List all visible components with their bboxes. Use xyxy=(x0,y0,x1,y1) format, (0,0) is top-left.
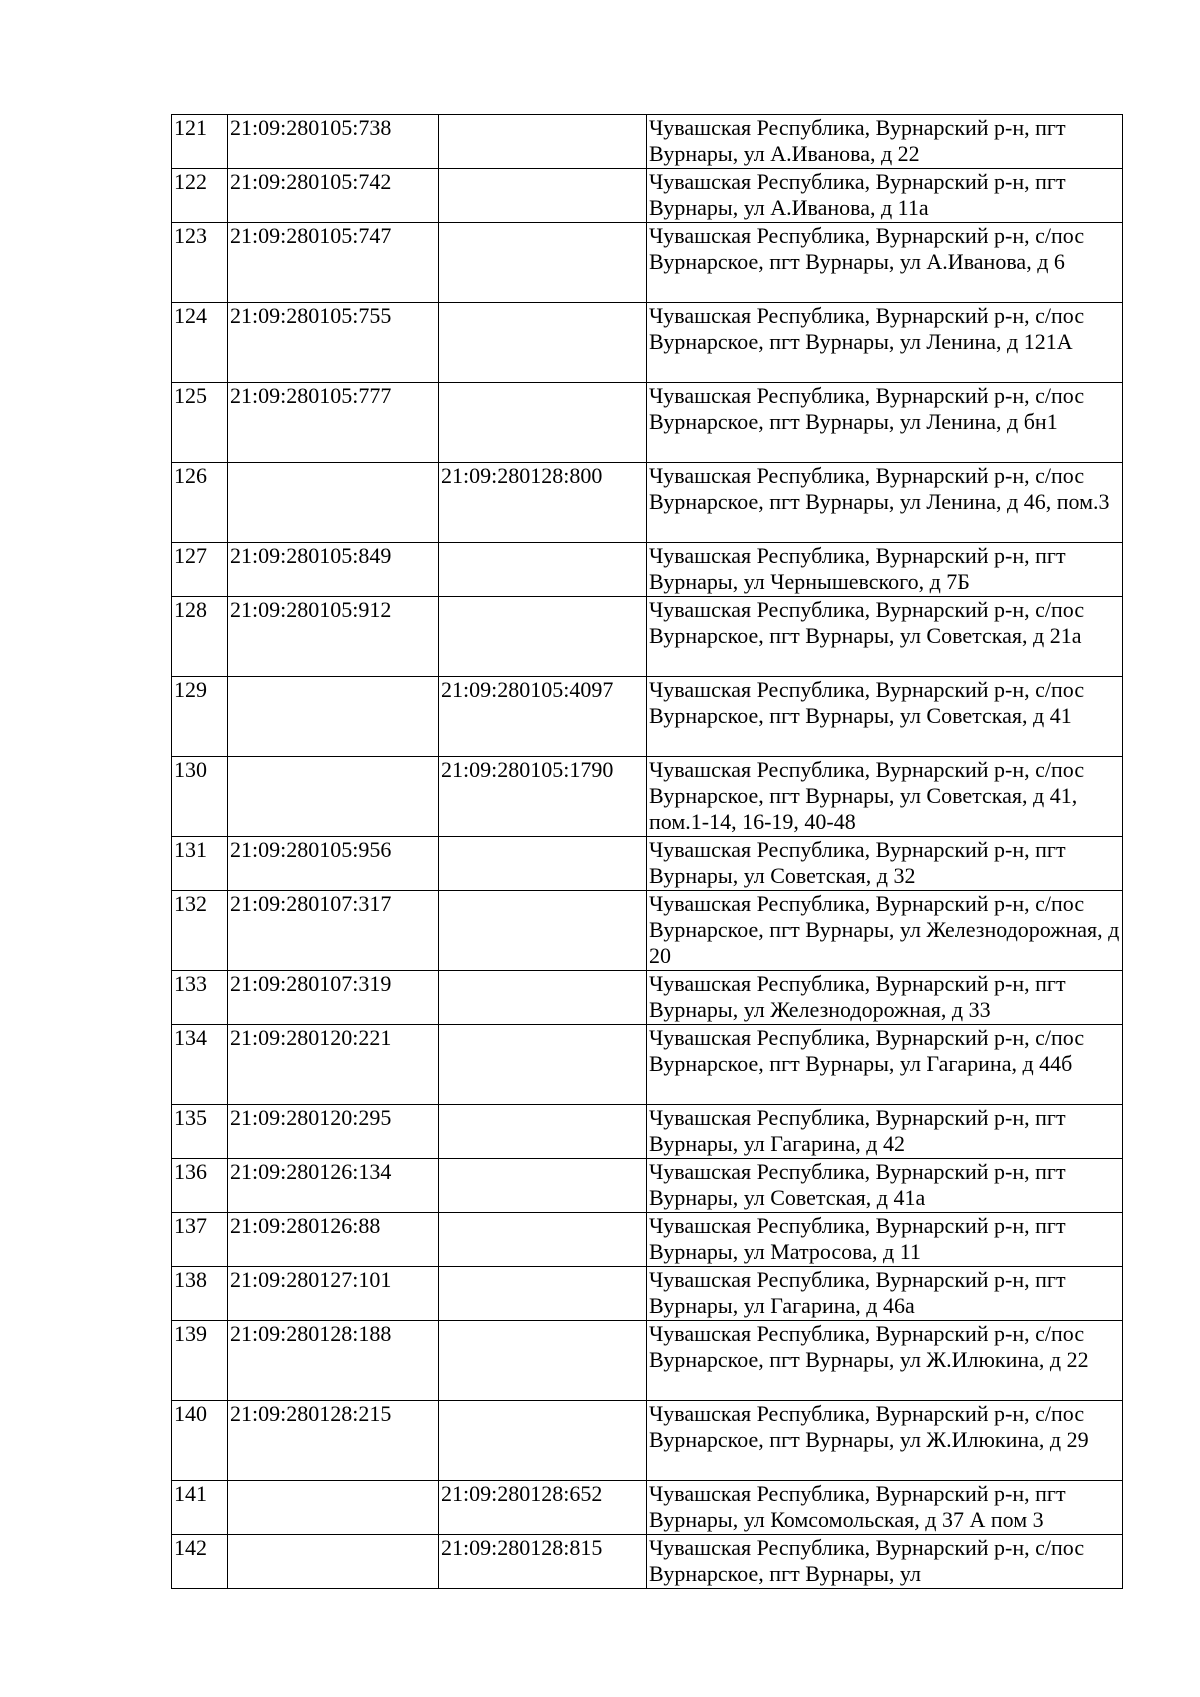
premises-cadastral-number-cell xyxy=(439,543,647,597)
address-cell: Чувашская Республика, Вурнарский р-н, с/пос Вурнарское, пгт Вурнары, ул Ленина, д бн1 xyxy=(647,383,1123,463)
premises-cadastral-number-cell xyxy=(439,1401,647,1481)
address-cell: Чувашская Республика, Вурнарский р-н, с/пос Вурнарское, пгт Вурнары, ул Советская, д 21а xyxy=(647,597,1123,677)
table-row xyxy=(172,463,1123,543)
address-cell: Чувашская Республика, Вурнарский р-н, пгт Вурнары, ул Матросова, д 11 xyxy=(647,1213,1123,1267)
table-row xyxy=(172,1105,1123,1159)
premises-cadastral-number-cell xyxy=(439,169,647,223)
row-number-cell: 122 xyxy=(172,169,228,223)
row-number-cell: 132 xyxy=(172,891,228,971)
row-number-cell: 139 xyxy=(172,1321,228,1401)
address-cell: Чувашская Республика, Вурнарский р-н, с/пос Вурнарское, пгт Вурнары, ул Советская, д 41, пом.1-14, 16-19, 40-48 xyxy=(647,757,1123,837)
table-row xyxy=(172,757,1123,837)
cadastral-number-cell: 21:09:280105:912 xyxy=(228,597,439,677)
address-cell: Чувашская Республика, Вурнарский р-н, с/пос Вурнарское, пгт Вурнары, ул Гагарина, д 44б xyxy=(647,1025,1123,1105)
premises-cadastral-number-cell xyxy=(439,971,647,1025)
address-cell: Чувашская Республика, Вурнарский р-н, с/пос Вурнарское, пгт Вурнары, ул Железнодорожная, д 20 xyxy=(647,891,1123,971)
premises-cadastral-number-cell: 21:09:280128:800 xyxy=(439,463,647,543)
cadastral-number-cell: 21:09:280120:221 xyxy=(228,1025,439,1105)
row-number-cell: 129 xyxy=(172,677,228,757)
row-number-cell: 124 xyxy=(172,303,228,383)
cadastral-number-cell xyxy=(228,677,439,757)
row-number-cell: 123 xyxy=(172,223,228,303)
address-cell: Чувашская Республика, Вурнарский р-н, с/пос Вурнарское, пгт Вурнары, ул Ленина, д 121А xyxy=(647,303,1123,383)
row-number-cell: 136 xyxy=(172,1159,228,1213)
row-number-cell: 121 xyxy=(172,115,228,169)
premises-cadastral-number-cell xyxy=(439,1105,647,1159)
row-number-cell: 125 xyxy=(172,383,228,463)
row-number-cell: 128 xyxy=(172,597,228,677)
table-row xyxy=(172,837,1123,891)
address-cell: Чувашская Республика, Вурнарский р-н, пгт Вурнары, ул Гагарина, д 42 xyxy=(647,1105,1123,1159)
cadastral-number-cell: 21:09:280126:134 xyxy=(228,1159,439,1213)
premises-cadastral-number-cell xyxy=(439,303,647,383)
premises-cadastral-number-cell xyxy=(439,837,647,891)
row-number-cell: 138 xyxy=(172,1267,228,1321)
row-number-cell: 135 xyxy=(172,1105,228,1159)
row-number-cell: 140 xyxy=(172,1401,228,1481)
premises-cadastral-number-cell xyxy=(439,1025,647,1105)
cadastral-number-cell: 21:09:280105:738 xyxy=(228,115,439,169)
row-number-cell: 131 xyxy=(172,837,228,891)
cadastral-number-cell: 21:09:280120:295 xyxy=(228,1105,439,1159)
table-row xyxy=(172,1213,1123,1267)
table-row xyxy=(172,1401,1123,1481)
premises-cadastral-number-cell: 21:09:280105:1790 xyxy=(439,757,647,837)
row-number-cell: 137 xyxy=(172,1213,228,1267)
address-cell: Чувашская Республика, Вурнарский р-н, пгт Вурнары, ул Железнодорожная, д 33 xyxy=(647,971,1123,1025)
table-row xyxy=(172,1535,1123,1589)
address-cell: Чувашская Республика, Вурнарский р-н, пгт Вурнары, ул Чернышевского, д 7Б xyxy=(647,543,1123,597)
table-row xyxy=(172,303,1123,383)
premises-cadastral-number-cell: 21:09:280128:652 xyxy=(439,1481,647,1535)
cadastral-number-cell: 21:09:280105:849 xyxy=(228,543,439,597)
premises-cadastral-number-cell xyxy=(439,223,647,303)
table-row xyxy=(172,1025,1123,1105)
cadastral-number-cell: 21:09:280105:777 xyxy=(228,383,439,463)
premises-cadastral-number-cell xyxy=(439,597,647,677)
cadastral-number-cell: 21:09:280107:319 xyxy=(228,971,439,1025)
table-row xyxy=(172,597,1123,677)
property-register-table xyxy=(171,114,1123,1589)
cadastral-number-cell: 21:09:280107:317 xyxy=(228,891,439,971)
table-row xyxy=(172,1481,1123,1535)
address-cell: Чувашская Республика, Вурнарский р-н, пгт Вурнары, ул А.Иванова, д 22 xyxy=(647,115,1123,169)
table-row xyxy=(172,383,1123,463)
address-cell: Чувашская Республика, Вурнарский р-н, с/пос Вурнарское, пгт Вурнары, ул Ж.Илюкина, д 29 xyxy=(647,1401,1123,1481)
row-number-cell: 134 xyxy=(172,1025,228,1105)
cadastral-number-cell: 21:09:280105:755 xyxy=(228,303,439,383)
premises-cadastral-number-cell: 21:09:280128:815 xyxy=(439,1535,647,1589)
cadastral-number-cell: 21:09:280126:88 xyxy=(228,1213,439,1267)
row-number-cell: 127 xyxy=(172,543,228,597)
address-cell: Чувашская Республика, Вурнарский р-н, пгт Вурнары, ул Советская, д 32 xyxy=(647,837,1123,891)
premises-cadastral-number-cell xyxy=(439,383,647,463)
cadastral-number-cell: 21:09:280127:101 xyxy=(228,1267,439,1321)
premises-cadastral-number-cell xyxy=(439,891,647,971)
table-row xyxy=(172,115,1123,169)
table-row xyxy=(172,1321,1123,1401)
row-number-cell: 142 xyxy=(172,1535,228,1589)
table-row xyxy=(172,223,1123,303)
row-number-cell: 130 xyxy=(172,757,228,837)
table-row xyxy=(172,677,1123,757)
table-row xyxy=(172,1267,1123,1321)
address-cell: Чувашская Республика, Вурнарский р-н, с/пос Вурнарское, пгт Вурнары, ул Ленина, д 46, пом.3 xyxy=(647,463,1123,543)
cadastral-number-cell xyxy=(228,1481,439,1535)
address-cell: Чувашская Республика, Вурнарский р-н, с/пос Вурнарское, пгт Вурнары, ул Ж.Илюкина, д 22 xyxy=(647,1321,1123,1401)
table-row xyxy=(172,1159,1123,1213)
row-number-cell: 126 xyxy=(172,463,228,543)
premises-cadastral-number-cell xyxy=(439,115,647,169)
address-cell: Чувашская Республика, Вурнарский р-н, пгт Вурнары, ул Советская, д 41а xyxy=(647,1159,1123,1213)
table-row xyxy=(172,971,1123,1025)
table-row xyxy=(172,543,1123,597)
premises-cadastral-number-cell xyxy=(439,1159,647,1213)
register-body xyxy=(172,115,1123,1589)
address-cell: Чувашская Республика, Вурнарский р-н, пгт Вурнары, ул Гагарина, д 46а xyxy=(647,1267,1123,1321)
table-row xyxy=(172,169,1123,223)
premises-cadastral-number-cell xyxy=(439,1321,647,1401)
cadastral-number-cell: 21:09:280105:956 xyxy=(228,837,439,891)
cadastral-number-cell: 21:09:280128:188 xyxy=(228,1321,439,1401)
cadastral-number-cell xyxy=(228,1535,439,1589)
table-row xyxy=(172,891,1123,971)
cadastral-number-cell xyxy=(228,463,439,543)
address-cell: Чувашская Республика, Вурнарский р-н, с/пос Вурнарское, пгт Вурнары, ул А.Иванова, д 6 xyxy=(647,223,1123,303)
address-cell: Чувашская Республика, Вурнарский р-н, пгт Вурнары, ул А.Иванова, д 11а xyxy=(647,169,1123,223)
premises-cadastral-number-cell: 21:09:280105:4097 xyxy=(439,677,647,757)
cadastral-number-cell xyxy=(228,757,439,837)
premises-cadastral-number-cell xyxy=(439,1213,647,1267)
address-cell: Чувашская Республика, Вурнарский р-н, пгт Вурнары, ул Комсомольская, д 37 А пом 3 xyxy=(647,1481,1123,1535)
cadastral-number-cell: 21:09:280128:215 xyxy=(228,1401,439,1481)
cadastral-number-cell: 21:09:280105:742 xyxy=(228,169,439,223)
cadastral-number-cell: 21:09:280105:747 xyxy=(228,223,439,303)
address-cell: Чувашская Республика, Вурнарский р-н, с/пос Вурнарское, пгт Вурнары, ул xyxy=(647,1535,1123,1589)
premises-cadastral-number-cell xyxy=(439,1267,647,1321)
address-cell: Чувашская Республика, Вурнарский р-н, с/пос Вурнарское, пгт Вурнары, ул Советская, д 41 xyxy=(647,677,1123,757)
row-number-cell: 141 xyxy=(172,1481,228,1535)
row-number-cell: 133 xyxy=(172,971,228,1025)
